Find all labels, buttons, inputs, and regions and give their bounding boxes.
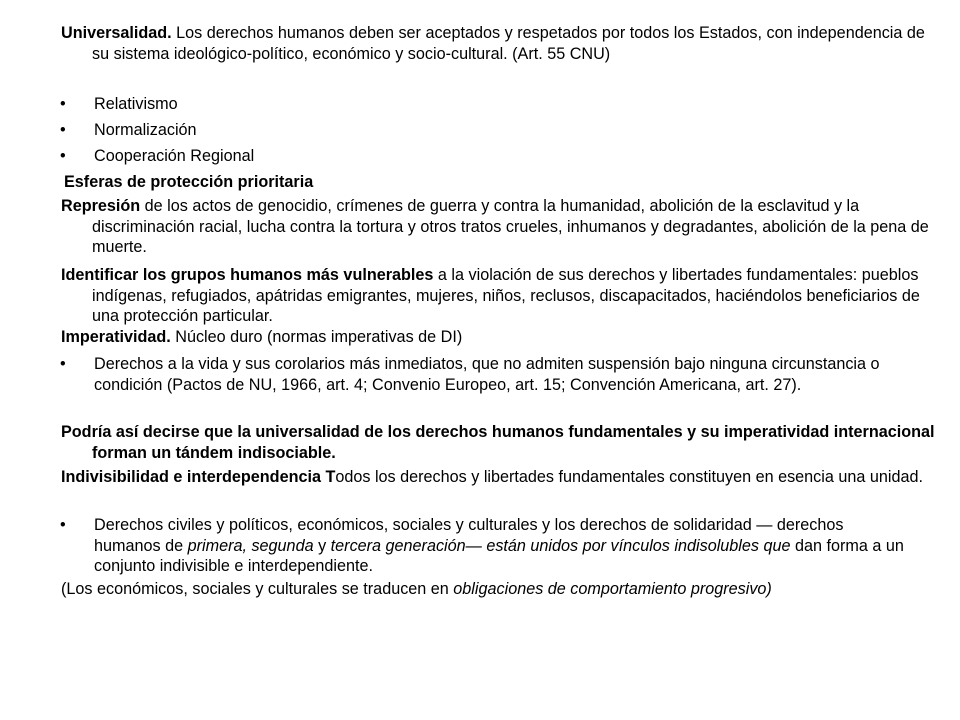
podria-text: Podría así decirse que la universalidad de los derechos humanos fundamentales y su imperatividad internacional forman un tándem indisociable. — [61, 423, 935, 462]
term-represion: Represión — [61, 197, 141, 215]
paragraph-represion — [61, 196, 938, 258]
imperatividad-text: Núcleo duro (normas imperativas de DI) — [170, 328, 463, 346]
list-item-label: Relativismo — [94, 95, 178, 113]
represion-text: de los actos de genocidio, crímenes de guerra y contra la humanidad, abolición de la esclavitud y la discriminación racial, lucha contra la tortura y otros tratos crueles, inhumanos y degradantes, abolición de la pena de muerte. — [92, 197, 929, 256]
paragraph-identificar — [61, 265, 938, 327]
derechos-vida-text: Derechos a la vida y sus corolarios más inmediatos, que no admiten suspensión bajo ninguna circunstancia o condición (Pactos de NU, 1966, art. 4; Convenio Europeo, art. 15; Convención Americana, art. 27). — [94, 355, 880, 394]
paragraph-universalidad — [61, 23, 938, 64]
universalidad-text: Los derechos humanos deben ser aceptados y respetados por todos los Estados, con independencia de su sistema ideológico-político, económico y socio-cultural. (Art. 55 CNU) — [92, 24, 925, 63]
identificar-text: a la violación de sus derechos y libertades fundamentales: pueblos indígenas, refugiados, apátridas emigrantes, mujeres, niños, reclusos, discapacitados, haciéndolos beneficiarios de una protección particular. — [92, 266, 920, 325]
generaciones-italic-2: tercera generación— están unidos por vínculos indisolubles que — [330, 536, 791, 555]
generaciones-text-3: dan forma a un conjunto indivisible e interdependiente. — [94, 536, 904, 575]
list-item-cooperacion-regional — [60, 146, 907, 167]
heading-esferas-text: Esferas de protección prioritaria — [64, 173, 314, 191]
bullet-icon: • — [60, 121, 66, 139]
bullet-icon: • — [60, 516, 66, 534]
indivisibilidad-text: odos los derechos y libertades fundamentales constituyen en esencia una unidad. — [335, 468, 923, 486]
paragraph-podria — [61, 422, 938, 463]
paragraph-imperatividad — [61, 327, 938, 348]
list-item-normalizacion — [60, 120, 907, 141]
bullet-icon: • — [60, 95, 66, 113]
generaciones-italic-1: primera, segunda — [187, 536, 314, 555]
list-item-label: Cooperación Regional — [94, 147, 255, 165]
economicos-text: (Los económicos, sociales y culturales se traducen en — [61, 580, 454, 598]
term-universalidad: Universalidad. — [61, 24, 172, 42]
paragraph-indivisibilidad — [61, 467, 938, 488]
list-item-generaciones — [60, 515, 907, 577]
list-item-relativismo — [60, 94, 907, 115]
list-item-label: Normalización — [94, 121, 197, 139]
bullet-icon: • — [60, 355, 66, 373]
economicos-italic: obligaciones de comportamiento progresivo) — [453, 580, 772, 598]
list-item-derechos-vida — [60, 354, 907, 395]
term-identificar: Identificar los grupos humanos más vulnerables — [61, 266, 434, 284]
generaciones-text-2: y — [313, 536, 331, 555]
paragraph-economicos — [61, 579, 938, 600]
term-indivisibilidad: Indivisibilidad e interdependencia T — [61, 468, 336, 486]
generaciones-text-1: Derechos civiles y políticos, económicos, sociales y culturales y los derechos de solidaridad — derechos humanos de — [94, 516, 844, 555]
term-imperatividad: Imperatividad. — [61, 328, 171, 346]
bullet-icon: • — [60, 147, 66, 165]
heading-esferas — [64, 172, 941, 193]
